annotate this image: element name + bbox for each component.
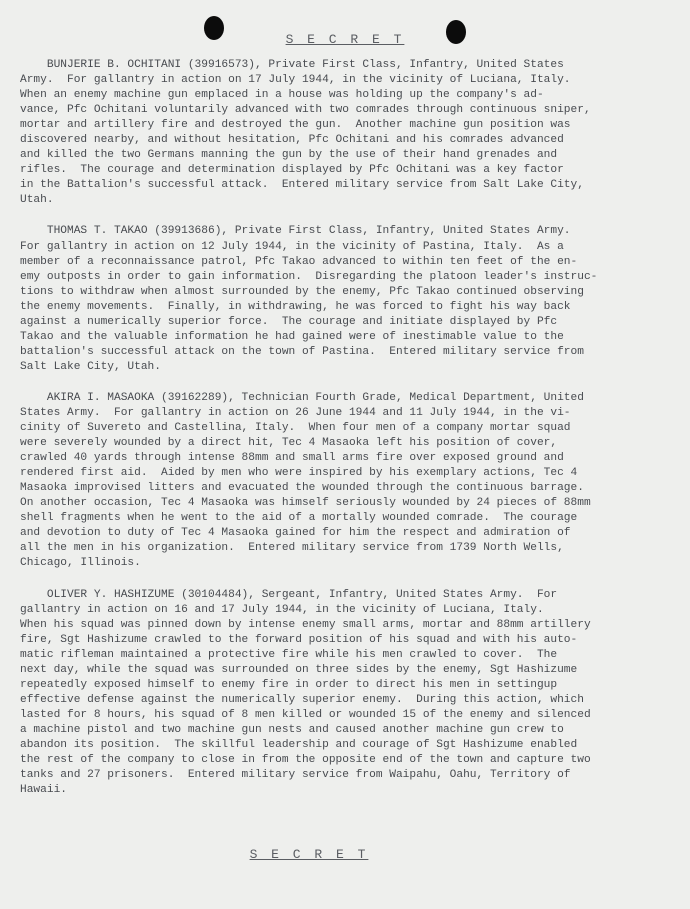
text-line: abandon its position. The skillful leadership and courage of Sgt Hashizume enabled xyxy=(20,738,578,751)
text-line: OLIVER Y. HASHIZUME (30104484), Sergeant, Infantry, United States Army. For xyxy=(20,588,558,601)
text-line: repeatedly exposed himself to enemy fire in order to direct his men in settingup xyxy=(20,678,558,691)
text-line: BUNJERIE B. OCHITANI (39916573), Private First Class, Infantry, United States xyxy=(20,59,564,71)
text-line: mortar and artillery fire and destroyed the gun. Another machine gun position was xyxy=(20,119,571,132)
text-line: Utah. xyxy=(20,194,54,207)
text-line: For gallantry in action on 12 July 1944, in the vicinity of Pastina, Italy. As a xyxy=(20,240,564,253)
text-line: a machine pistol and two machine gun nests and caused another machine gun crew to xyxy=(20,723,564,736)
text-line: next day, while the squad was surrounded on three sides by the enemy, Sgt Hashizume xyxy=(20,663,578,676)
text-line: Salt Lake City, Utah. xyxy=(20,360,161,373)
text-line: THOMAS T. TAKAO (39913686), Private First Class, Infantry, United States Army. xyxy=(20,225,571,238)
text-line: emy outposts in order to gain information. Disregarding the platoon leader's instruc- xyxy=(20,270,598,283)
text-line: against a numerically superior force. The courage and initiate displayed by Pfc xyxy=(20,315,558,328)
text-line: Hawaii. xyxy=(20,784,67,797)
citation-paragraph-hashizume xyxy=(20,588,648,799)
text-line: rifles. The courage and determination displayed by Pfc Ochitani was a key factor xyxy=(20,164,564,177)
text-line: When an enemy machine gun emplaced in a house was holding up the company's ad- xyxy=(20,89,544,102)
text-line: and devotion to duty of Tec 4 Masaoka gained for him the respect and admiration of xyxy=(20,527,571,540)
text-line: and killed the two Germans manning the gun by the use of their hand grenades and xyxy=(20,149,558,162)
text-line: Chicago, Illinois. xyxy=(20,557,141,570)
text-line: lasted for 8 hours, his squad of 8 men killed or wounded 15 of the enemy and silenced xyxy=(20,708,591,721)
classification-footer: S E C R E T xyxy=(249,847,369,862)
text-line: effective defense against the numerically superior enemy. During this action, which xyxy=(20,693,584,706)
text-line: rendered first aid. Aided by men who were inspired by his exemplary actions, Tec 4 xyxy=(20,467,578,480)
text-line: Army. For gallantry in action on 17 July 1944, in the vicinity of Luciana, Italy. xyxy=(20,74,571,87)
text-line: the enemy movements. Finally, in withdrawing, he was forced to fight his way back xyxy=(20,300,571,313)
text-line: tanks and 27 prisoners. Entered military service from Waipahu, Oahu, Territory of xyxy=(20,769,571,782)
text-line: vance, Pfc Ochitani voluntarily advanced with two comrades through continuous sniper, xyxy=(20,104,591,117)
text-line: in the Battalion's successful attack. Entered military service from Salt Lake City, xyxy=(20,179,584,192)
text-line: gallantry in action on 16 and 17 July 1944, in the vicinity of Luciana, Italy. xyxy=(20,603,544,616)
text-line: fire, Sgt Hashizume crawled to the forward position of his squad and with his auto- xyxy=(20,633,578,646)
text-line: were severely wounded by a direct hit, Tec 4 Masaoka left his position of cover, xyxy=(20,437,558,450)
text-line: Takao and the valuable information he had gained were of inestimable value to the xyxy=(20,330,564,343)
text-line: shell fragments when he went to the aid of a mortally wounded comrade. The courage xyxy=(20,512,578,525)
text-line: battalion's successful attack on the town of Pastina. Entered military service from xyxy=(20,345,584,358)
text-line: all the men in his organization. Entered military service from 1739 North Wells, xyxy=(20,542,564,555)
text-line: States Army. For gallantry in action on 26 June 1944 and 11 July 1944, in the vi- xyxy=(20,406,571,419)
text-line: tions to withdraw when almost surrounded by the enemy, Pfc Takao continued observing xyxy=(20,285,584,298)
text-line: On another occasion, Tec 4 Masaoka was himself seriously wounded by 24 pieces of 88mm xyxy=(20,497,591,510)
citation-paragraph-ochitani xyxy=(20,58,648,208)
text-line: matic rifleman maintained a protective fire while his men crawled to cover. The xyxy=(20,648,558,661)
classification-header: S E C R E T xyxy=(285,32,405,47)
text-line: crawled 40 yards through intense 88mm and small arms fire over exposed ground and xyxy=(20,452,564,465)
text-line: Masaoka improvised litters and evacuated the wounded through the continuous barrage. xyxy=(20,482,584,495)
text-line: AKIRA I. MASAOKA (39162289), Technician Fourth Grade, Medical Department, United xyxy=(20,391,584,404)
citation-paragraph-takao xyxy=(20,224,648,374)
text-line: member of a reconnaissance patrol, Pfc Takao advanced to within ten feet of the en- xyxy=(20,255,578,268)
text-line: the rest of the company to close in from the opposite end of the town and capture two xyxy=(20,754,591,767)
document-body xyxy=(20,58,648,814)
text-line: discovered nearby, and without hesitation, Pfc Ochitani and his comrades advanced xyxy=(20,134,564,147)
text-line: cinity of Suvereto and Castellina, Italy. When four men of a company mortar squad xyxy=(20,422,571,435)
text-line: When his squad was pinned down by intense enemy small arms, mortar and 88mm artillery xyxy=(20,618,591,631)
citation-paragraph-masaoka xyxy=(20,391,648,572)
